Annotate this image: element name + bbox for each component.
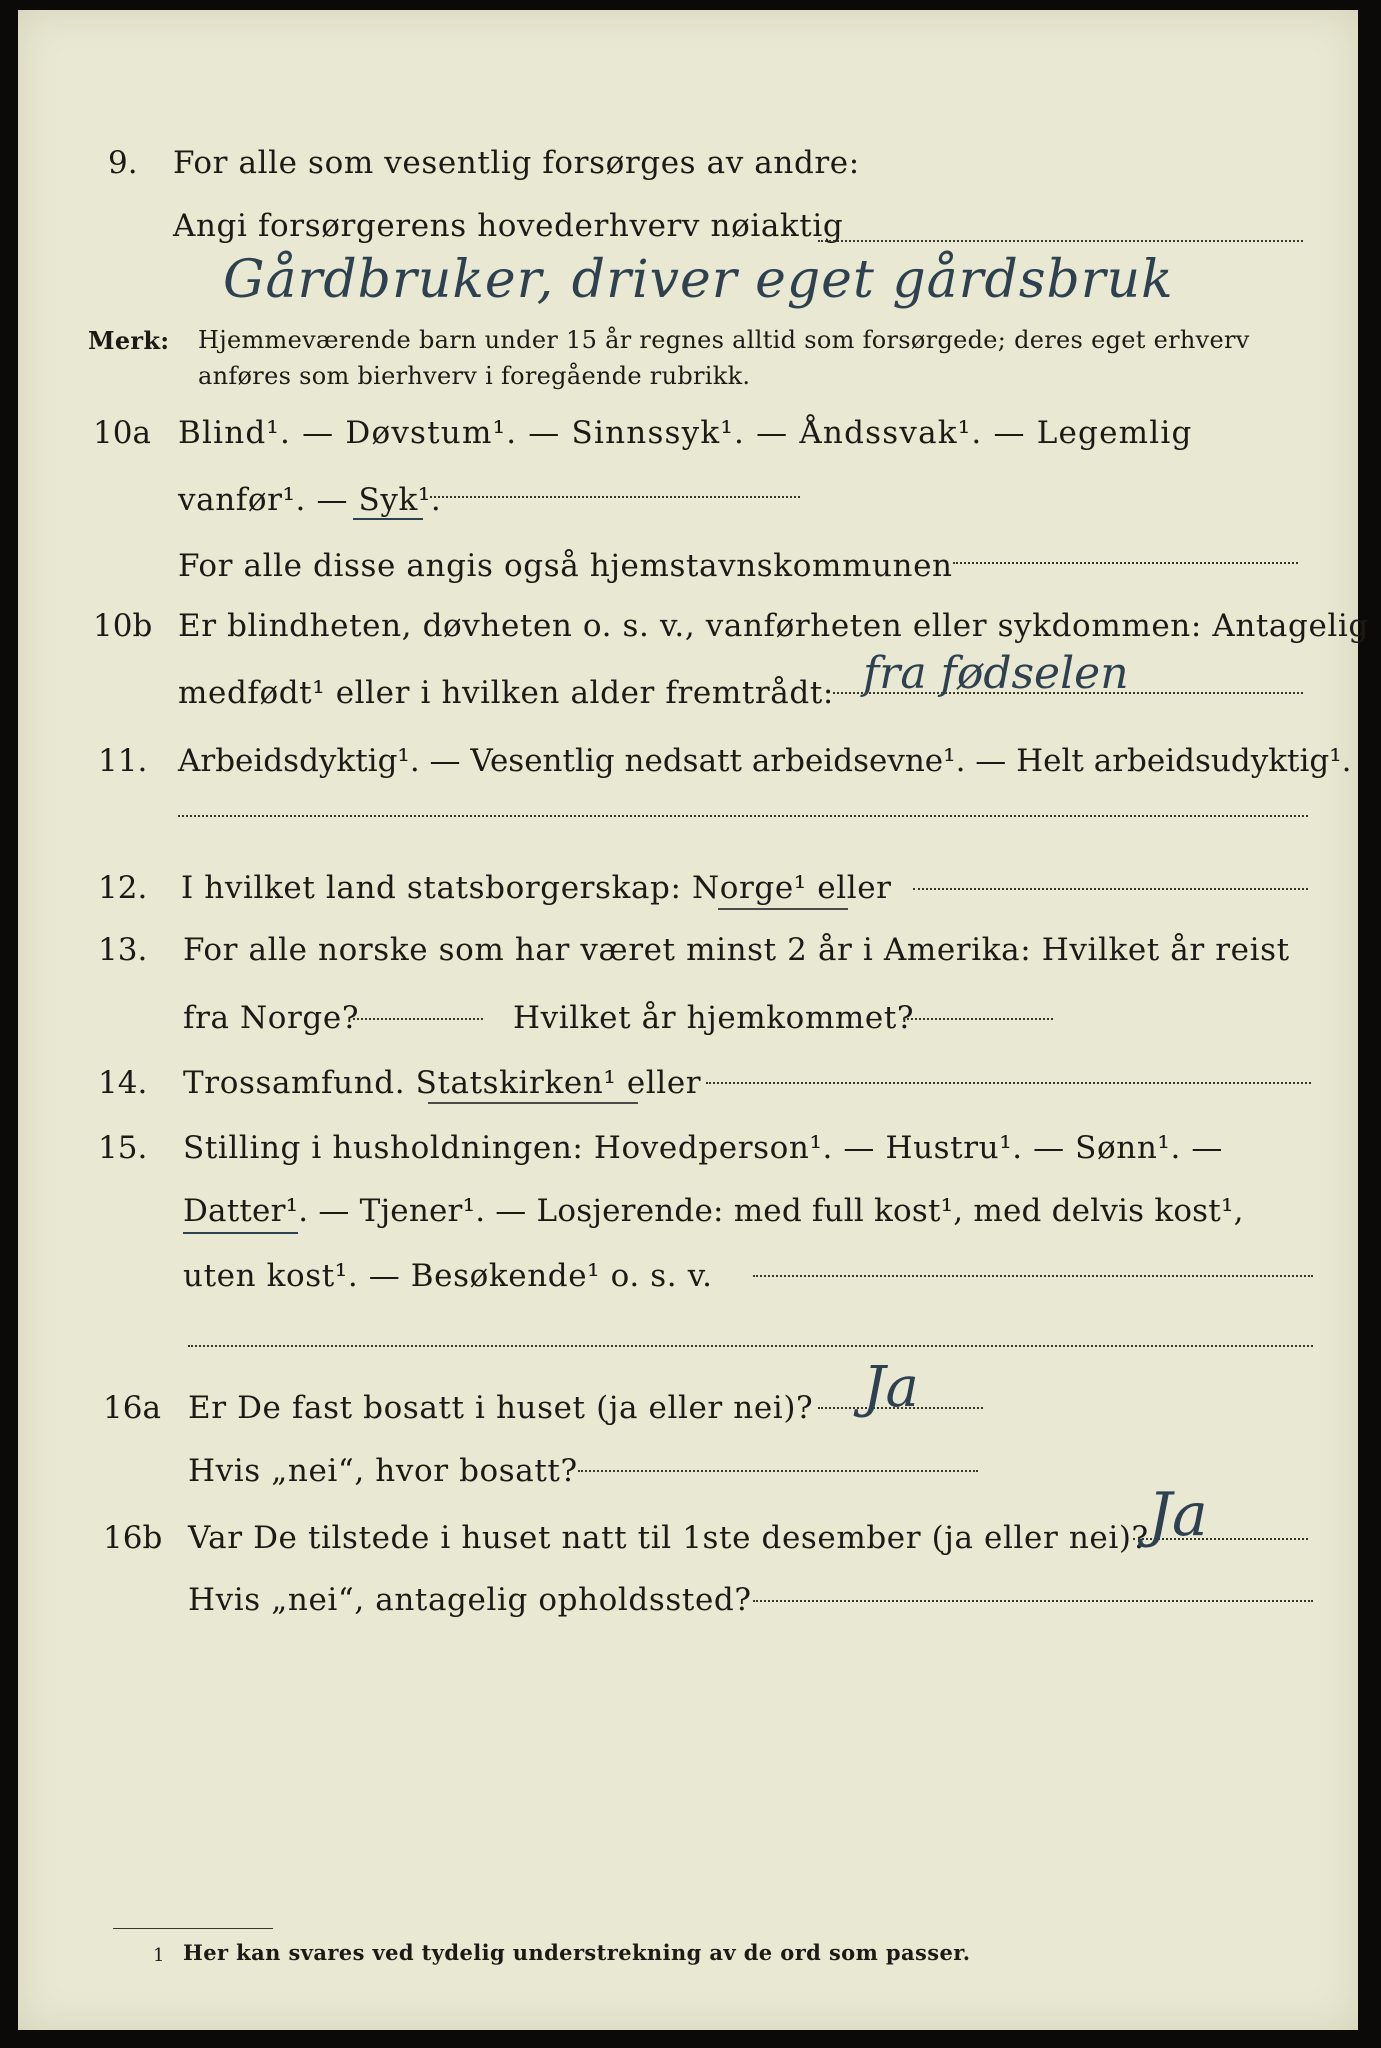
q15-options-line3: uten kost¹. — Besøkende¹ o. s. v. xyxy=(183,1258,713,1294)
footnote-marker: 1 xyxy=(153,1945,166,1966)
q12-question: I hvilket land statsborgerskap: Norge¹ eller xyxy=(181,870,892,906)
footnote-text: Her kan svares ved tydelig understrekning av de ord som passer. xyxy=(183,1940,971,1965)
q10a-syk-underline xyxy=(353,518,423,520)
q16a-followup-dotted-line xyxy=(578,1470,978,1472)
q16b-number: 16b xyxy=(103,1520,163,1556)
q11-options: Arbeidsdyktig¹. — Vesentlig nedsatt arbeidsevne¹. — Helt arbeidsudyktig¹. xyxy=(178,743,1352,779)
q14-statskirken-underline xyxy=(428,1102,638,1104)
merk-text-line2: anføres som bierhverv i foregående rubrikk. xyxy=(198,362,751,390)
merk-label: Merk: xyxy=(88,326,170,355)
q15-number: 15. xyxy=(98,1130,148,1166)
q14-number: 14. xyxy=(98,1065,148,1101)
q10b-answer-handwritten: fra fødselen xyxy=(863,648,1129,699)
q10a-number: 10a xyxy=(93,415,151,451)
q16a-number: 16a xyxy=(103,1390,161,1426)
q16b-followup-dotted-line xyxy=(753,1600,1313,1602)
q15-extra-dotted-line xyxy=(188,1345,1313,1347)
q16a-followup: Hvis „nei“, hvor bosatt? xyxy=(188,1453,578,1489)
q12-norge-underline xyxy=(718,908,848,910)
q9-number: 9. xyxy=(108,145,138,181)
q16a-question: Er De fast bosatt i huset (ja eller nei)? xyxy=(188,1390,814,1426)
q10a-options-line1: Blind¹. — Døvstum¹. — Sinnssyk¹. — Åndssvak¹. — Legemlig xyxy=(178,415,1193,451)
q13-year-left-dotted-line xyxy=(353,1018,483,1020)
q13-question-line2a: fra Norge? xyxy=(183,1000,360,1036)
q13-year-returned-dotted-line xyxy=(903,1018,1053,1020)
q9-question: For alle som vesentlig forsørges av andre: xyxy=(173,145,860,181)
q15-options-line1: Stilling i husholdningen: Hovedperson¹. — Hustru¹. — Sønn¹. — xyxy=(183,1130,1223,1166)
q13-question-line2b: Hvilket år hjemkommet? xyxy=(513,1000,915,1036)
q13-number: 13. xyxy=(98,932,148,968)
merk-text-line1: Hjemmeværende barn under 15 år regnes alltid som forsørgede; deres eget erhverv xyxy=(198,326,1250,354)
q9-prompt: Angi forsørgerens hovederhverv nøiaktig xyxy=(173,208,844,244)
q10b-question-line1: Er blindheten, døvheten o. s. v., vanførheten eller sykdommen: Antagelig xyxy=(178,608,1369,644)
q10a-options-line2: vanfør¹. — Syk¹. xyxy=(178,482,442,518)
q12-dotted-line xyxy=(913,888,1308,890)
q16b-answer-handwritten: Ja xyxy=(1148,1480,1208,1550)
q10b-number: 10b xyxy=(93,608,153,644)
q13-question-line1: For alle norske som har været minst 2 år i Amerika: Hvilket år reist xyxy=(183,932,1290,968)
q11-dotted-line xyxy=(178,815,1308,817)
q16a-answer-handwritten: Ja xyxy=(863,1355,919,1420)
q9-answer-handwritten: Gårdbruker, driver eget gårdsbruk xyxy=(223,250,1174,310)
q9-dotted-line xyxy=(818,240,1303,242)
q10a-dotted-line xyxy=(430,496,800,498)
footnote-rule xyxy=(113,1928,273,1929)
q11-number: 11. xyxy=(98,743,148,779)
q16b-followup: Hvis „nei“, antagelig opholdssted? xyxy=(188,1582,752,1618)
q12-number: 12. xyxy=(98,870,148,906)
q15-options-line2: Datter¹. — Tjener¹. — Losjerende: med full kost¹, med delvis kost¹, xyxy=(183,1193,1244,1229)
q10a-hjemstavn-prompt: For alle disse angis også hjemstavnskommunen xyxy=(178,548,953,584)
q10a-hjemstavn-dotted-line xyxy=(953,562,1298,564)
q14-question: Trossamfund. Statskirken¹ eller xyxy=(183,1065,702,1101)
q10b-question-line2: medfødt¹ eller i hvilken alder fremtrådt: xyxy=(178,675,834,711)
q16b-question: Var De tilstede i huset natt til 1ste desember (ja eller nei)? xyxy=(188,1520,1149,1556)
q15-dotted-line xyxy=(753,1275,1313,1277)
q15-datter-underline xyxy=(183,1232,298,1234)
census-form-page xyxy=(18,10,1369,2030)
q14-dotted-line xyxy=(706,1082,1311,1084)
